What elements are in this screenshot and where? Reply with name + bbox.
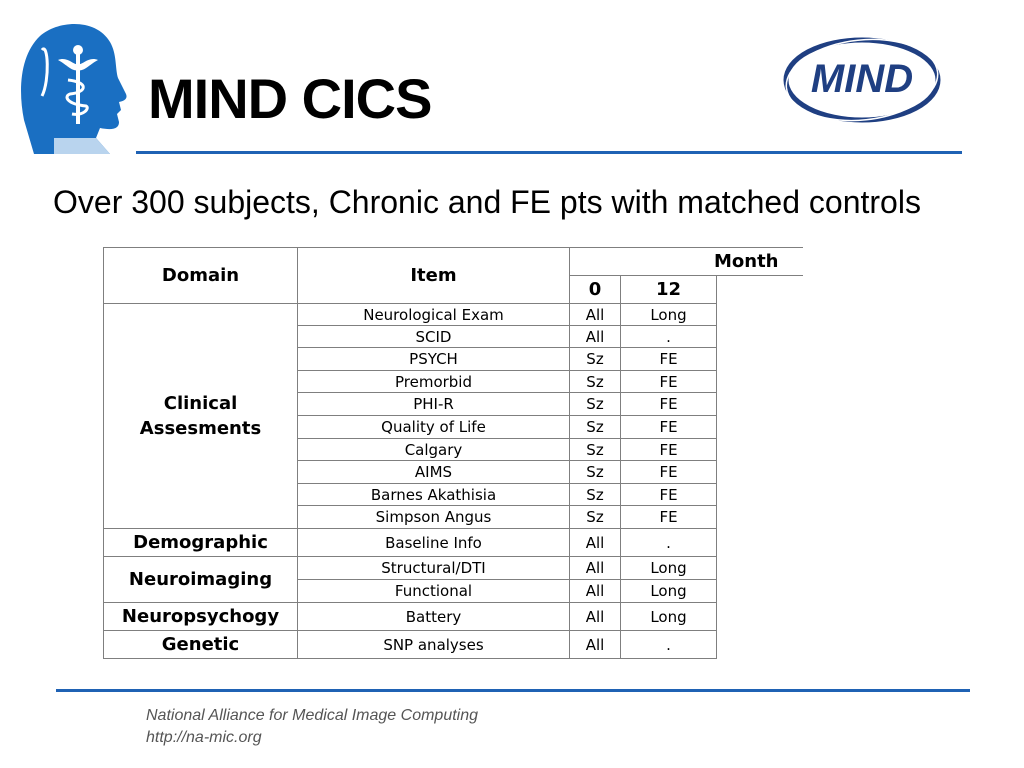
mind-logo-text: MIND	[810, 57, 914, 101]
month-12-cell: FE	[621, 348, 717, 371]
month-12-cell: FE	[621, 461, 717, 484]
item-cell: Premorbid	[298, 371, 570, 393]
item-cell: PHI-R	[298, 393, 570, 416]
row-spacer	[717, 439, 803, 461]
month-12-cell: .	[621, 631, 717, 659]
header-month-12: 12	[621, 276, 717, 304]
month-0-cell: Sz	[570, 393, 621, 416]
table-row	[104, 304, 803, 326]
table-row	[104, 631, 803, 659]
table-row	[104, 603, 803, 631]
domain-cell: Neuroimaging	[104, 557, 298, 603]
item-cell: Battery	[298, 603, 570, 631]
domain-cell: Demographic	[104, 529, 298, 557]
month-0-cell: All	[570, 557, 621, 580]
row-spacer	[717, 529, 803, 557]
month-0-cell: Sz	[570, 461, 621, 484]
row-spacer	[717, 371, 803, 393]
header-month-0: 0	[570, 276, 621, 304]
month-12-cell: .	[621, 529, 717, 557]
month-12-cell: .	[621, 326, 717, 348]
item-cell: Neurological Exam	[298, 304, 570, 326]
row-spacer	[717, 416, 803, 439]
item-cell: Quality of Life	[298, 416, 570, 439]
month-12-cell: FE	[621, 506, 717, 529]
footer-divider	[56, 689, 970, 692]
row-spacer	[717, 631, 803, 659]
month-12-cell: FE	[621, 393, 717, 416]
month-12-cell: FE	[621, 484, 717, 506]
month-12-cell: FE	[621, 416, 717, 439]
header-spacer	[717, 276, 803, 304]
domain-cell: Genetic	[104, 631, 298, 659]
month-12-cell: Long	[621, 603, 717, 631]
header-domain: Domain	[104, 248, 298, 304]
month-12-cell: FE	[621, 439, 717, 461]
domain-cell: Clinical Assesments	[104, 304, 298, 529]
month-0-cell: All	[570, 304, 621, 326]
month-0-cell: All	[570, 529, 621, 557]
header-item: Item	[298, 248, 570, 304]
domain-cell: Neuropsychogy	[104, 603, 298, 631]
slide-subtitle: Over 300 subjects, Chronic and FE pts with matched controls	[53, 184, 921, 220]
item-cell: Barnes Akathisia	[298, 484, 570, 506]
month-12-cell: Long	[621, 304, 717, 326]
month-0-cell: Sz	[570, 439, 621, 461]
row-spacer	[717, 484, 803, 506]
row-spacer	[717, 580, 803, 603]
table-row	[104, 529, 803, 557]
month-0-cell: All	[570, 631, 621, 659]
row-spacer	[717, 506, 803, 529]
month-0-cell: Sz	[570, 348, 621, 371]
footer-organization: National Alliance for Medical Image Computing	[146, 707, 479, 724]
month-12-cell: Long	[621, 557, 717, 580]
month-12-cell: Long	[621, 580, 717, 603]
month-0-cell: Sz	[570, 506, 621, 529]
month-0-cell: All	[570, 326, 621, 348]
item-cell: PSYCH	[298, 348, 570, 371]
item-cell: AIMS	[298, 461, 570, 484]
month-12-cell: FE	[621, 371, 717, 393]
item-cell: SCID	[298, 326, 570, 348]
item-cell: Simpson Angus	[298, 506, 570, 529]
row-spacer	[717, 603, 803, 631]
month-0-cell: Sz	[570, 484, 621, 506]
item-cell: Baseline Info	[298, 529, 570, 557]
row-spacer	[717, 326, 803, 348]
month-0-cell: All	[570, 580, 621, 603]
item-cell: Structural/DTI	[298, 557, 570, 580]
mind-logo-icon	[780, 34, 945, 126]
month-0-cell: Sz	[570, 371, 621, 393]
assessment-table	[103, 247, 803, 659]
slide-title: MIND CICS	[148, 67, 432, 130]
item-cell: Functional	[298, 580, 570, 603]
footer-url: http://na-mic.org	[146, 729, 262, 746]
header-month: Month	[570, 248, 803, 276]
item-cell: Calgary	[298, 439, 570, 461]
title-divider	[136, 151, 962, 154]
table-row	[104, 557, 803, 580]
row-spacer	[717, 393, 803, 416]
na-mic-head-logo-icon	[18, 20, 128, 155]
row-spacer	[717, 304, 803, 326]
row-spacer	[717, 348, 803, 371]
item-cell: SNP analyses	[298, 631, 570, 659]
month-0-cell: Sz	[570, 416, 621, 439]
row-spacer	[717, 557, 803, 580]
row-spacer	[717, 461, 803, 484]
month-0-cell: All	[570, 603, 621, 631]
